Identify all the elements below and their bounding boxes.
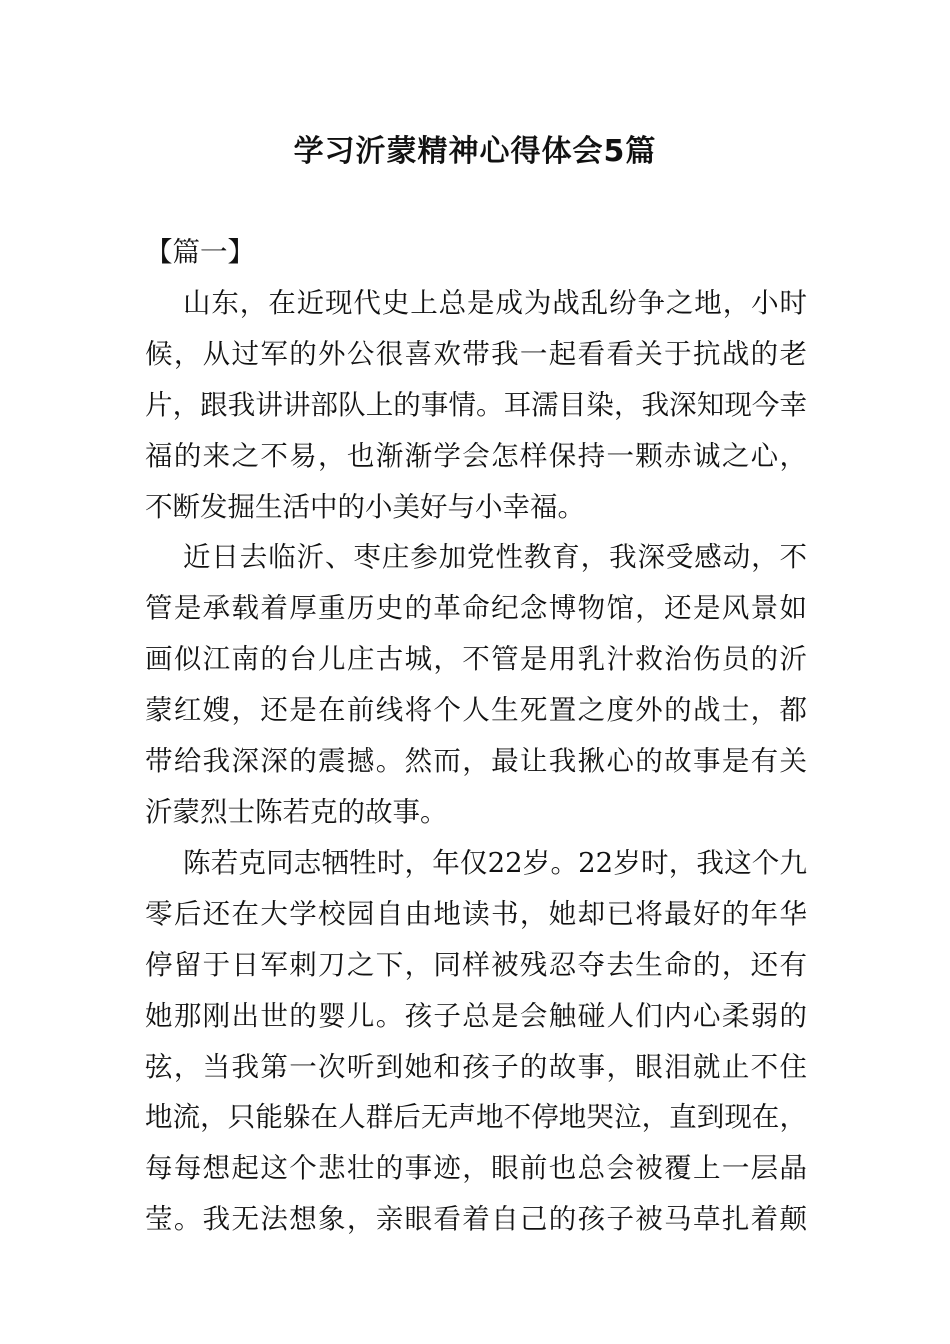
paragraph-line: 她那刚出世的婴儿。孩子总是会触碰人们内心柔弱的 bbox=[145, 999, 807, 1032]
paragraph-line: 沂蒙烈士陈若克的故事。 bbox=[145, 795, 448, 828]
paragraph-line: 带给我深深的震撼。然而，最让我揪心的故事是有关 bbox=[145, 745, 807, 778]
paragraph-line: 不断发掘生活中的小美好与小幸福。 bbox=[145, 490, 585, 523]
paragraph-line: 地流，只能躲在人群后无声地不停地哭泣，直到现在， bbox=[145, 1101, 807, 1134]
paragraph-1 bbox=[145, 278, 807, 533]
document-title: 学习沂蒙精神心得体会5篇 bbox=[293, 134, 657, 169]
paragraph-line: 管是承载着厚重历史的革命纪念博物馆，还是风景如 bbox=[145, 592, 807, 625]
paragraph-line: 停留于日军刺刀之下，同样被残忍夺去生命的，还有 bbox=[145, 948, 807, 981]
paragraph-line: 近日去临沂、枣庄参加党性教育，我深受感动，不 bbox=[183, 541, 807, 574]
paragraph-line: 弦，当我第一次听到她和孩子的故事，眼泪就止不住 bbox=[145, 1050, 807, 1083]
paragraph-2 bbox=[145, 532, 807, 837]
paragraph-line: 零后还在大学校园自由地读书，她却已将最好的年华 bbox=[145, 897, 807, 930]
paragraph-line: 蒙红嫂，还是在前线将个人生死置之度外的战士，都 bbox=[145, 694, 807, 727]
paragraph-line: 陈若克同志牺牲时，年仅22岁。22岁时，我这个九 bbox=[183, 846, 807, 879]
paragraph-line: 山东，在近现代史上总是成为战乱纷争之地，小时 bbox=[183, 286, 807, 319]
section-heading: 【篇一】 bbox=[145, 236, 255, 268]
paragraph-line: 福的来之不易，也渐渐学会怎样保持一颗赤诚之心， bbox=[145, 439, 807, 472]
paragraph-3 bbox=[145, 838, 807, 1245]
document-body bbox=[145, 227, 807, 1245]
paragraph-line: 候，从过军的外公很喜欢带我一起看看关于抗战的老 bbox=[145, 337, 807, 370]
paragraph-line: 莹。我无法想象，亲眼看着自己的孩子被马草扎着颠 bbox=[145, 1203, 807, 1236]
paragraph-line: 每每想起这个悲壮的事迹，眼前也总会被覆上一层晶 bbox=[145, 1152, 807, 1185]
paragraph-line: 画似江南的台儿庄古城，不管是用乳汁救治伤员的沂 bbox=[145, 643, 807, 676]
paragraph-line: 片，跟我讲讲部队上的事情。耳濡目染，我深知现今幸 bbox=[145, 388, 807, 421]
